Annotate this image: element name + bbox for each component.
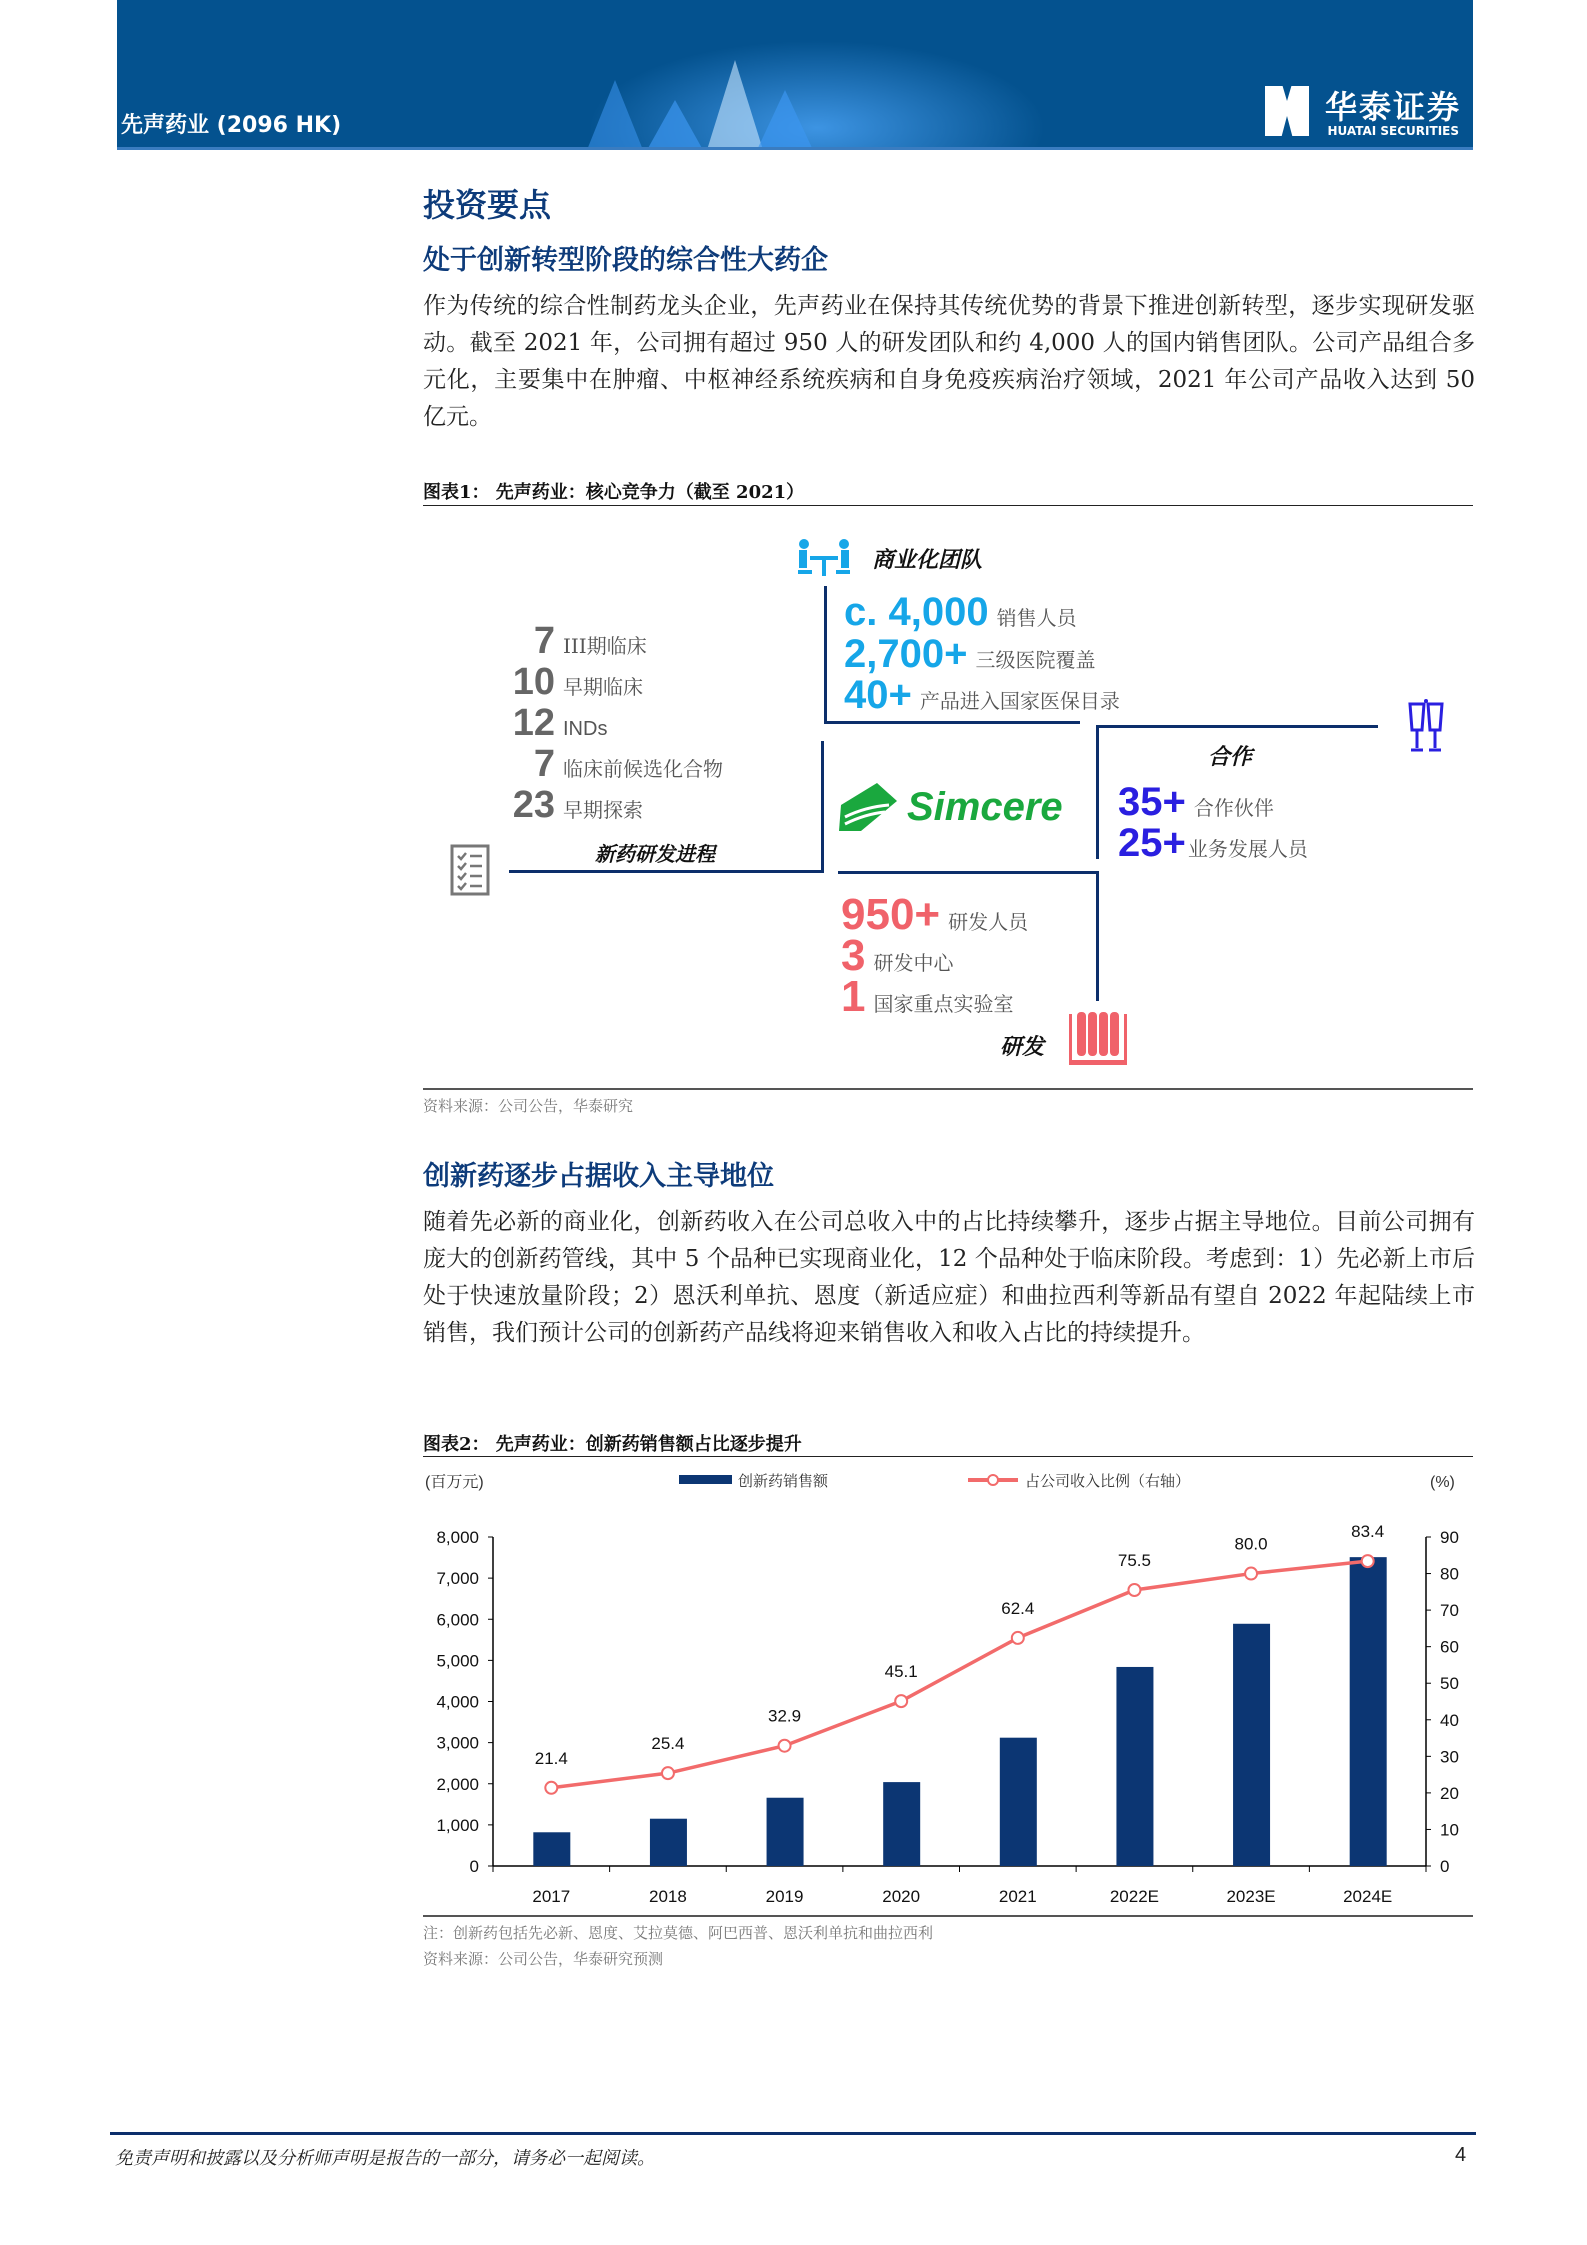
y2-tick-label: 60 [1440,1637,1459,1657]
ratio-point-2018 [662,1767,674,1779]
divider-line [824,721,1080,724]
stat-row [841,931,1028,980]
ratio-data-label: 45.1 [884,1662,918,1682]
stat-value: 2,700+ [844,632,968,676]
stat-value: 40+ [844,673,912,717]
stat-row [505,622,723,663]
y-tick-label: 1,000 [436,1815,479,1835]
ratio-data-label: 32.9 [768,1706,802,1726]
rnd-title: 研发 [1000,1034,1045,1060]
stat-value: 35+ [1118,780,1186,824]
y-tick-label: 7,000 [436,1569,479,1589]
y2-axis-unit-label: (%) [1430,1474,1455,1491]
figure1-top-rule [423,505,1473,506]
stat-row [1118,823,1308,864]
stat-value: 12 [512,702,555,744]
y-tick-label: 2,000 [436,1774,479,1794]
section-paragraph: 随着先必新的商业化，创新药收入在公司总收入中的占比持续攀升，逐步占据主导地位。目前公司拥有庞大的创新药管线，其中 5 个品种已实现商业化，12 个品种处于临床阶段。考虑到：1）先必新上市后处于快速放量阶段；2）恩沃利单抗、恩度（新适应症）和曲拉西利等新品有望自 2022 年起陆续上市销售，我们预计公司的创新药产品线将迎来销售收入和收入占比的持续提升。 [423,1209,1475,1346]
brand-en: HUATAI SECURITIES [1327,124,1459,138]
ratio-point-2024E [1362,1555,1374,1567]
brand-cn: 华泰证券 [1324,88,1461,126]
stat-value: 25+ [1118,821,1186,865]
innovative-drug-sales-chart [420,1460,1490,1920]
ratio-data-label: 83.4 [1351,1522,1385,1542]
divider-line [838,871,1099,874]
simcere-logo-icon [837,779,901,835]
stat-label: INDs [563,718,608,740]
figure2-title: 图表2： 先声药业：创新药销售额占比逐步提升 [423,1434,802,1455]
bar-2024E [1350,1557,1387,1866]
commercial-team-title: 商业化团队 [872,547,983,573]
y-tick-label: 5,000 [436,1651,479,1671]
stat-row [841,972,1028,1021]
stat-value: 950+ [841,890,941,939]
ratio-point-2023E [1245,1568,1257,1580]
bar-2018 [650,1819,687,1866]
test-tubes-icon [1067,1010,1129,1070]
divider-line [1098,725,1378,728]
y-tick-label: 4,000 [436,1692,479,1712]
simcere-logo [837,779,1063,835]
stat-row [844,634,1120,675]
ratio-point-2017 [545,1782,557,1794]
stat-row [505,663,723,704]
page-header [117,0,1473,150]
footer-rule [110,2132,1476,2135]
header-decoration [707,60,763,150]
stat-label: 研发人员 [948,910,1029,934]
y2-tick-label: 70 [1440,1601,1459,1621]
ratio-data-label: 62.4 [1001,1598,1035,1618]
stat-label: 国家重点实验室 [873,992,1014,1016]
stat-value: 3 [841,931,866,980]
divider-line [1096,871,1099,1001]
bar-2017 [533,1832,570,1866]
figure2-bottom-rule [423,1915,1473,1917]
bar-2020 [883,1782,920,1866]
stat-label: 业务发展人员 [1187,837,1308,861]
header-decoration [647,100,703,150]
x-tick-label: 2022E [1109,1887,1160,1906]
stat-row [505,704,723,745]
stat-value: 23 [512,784,555,826]
divider-line [824,586,827,724]
ratio-data-label: 25.4 [651,1734,685,1754]
stat-row [844,675,1120,716]
page-number: 4 [1455,2144,1467,2166]
bar-2019 [767,1798,804,1866]
champagne-icon [1406,698,1446,760]
x-tick-label: 2021 [998,1887,1037,1906]
stat-label: III期临床 [563,634,647,658]
section-paragraph: 作为传统的综合性制药龙头企业，先声药业在保持其传统优势的背景下推进创新转型，逐步实现研发驱动。截至 2021 年，公司拥有超过 950 人的研发团队和约 4,000 人的国内销售团队。公司产品组合多元化，主要集中在肿瘤、中枢神经系统疾病和自身免疫疾病治疗领域，2021 年公司产品收入达到 50 亿元。 [423,293,1475,430]
rnd-stats [841,890,1029,1021]
y-tick-label: 0 [469,1857,479,1876]
divider-line [1096,725,1099,859]
section-subtitle: 处于创新转型阶段的综合性大药企 [423,245,828,276]
stat-label: 研发中心 [873,951,954,975]
bar-2023E [1233,1624,1270,1866]
legend-line-marker [988,1475,998,1485]
x-tick-label: 2018 [649,1887,687,1906]
bar-2021 [1000,1738,1037,1866]
header-rule [117,147,1473,150]
legend-bar-swatch [679,1475,732,1484]
divider-line [509,870,824,873]
header-decoration [757,90,813,150]
bar-2022E [1116,1667,1153,1866]
partnership-title: 合作 [1208,744,1253,770]
stat-value: 1 [841,972,866,1021]
checklist-icon [450,844,490,900]
stat-value: c. 4,000 [844,590,989,634]
ratio-data-label: 21.4 [534,1748,568,1768]
y2-tick-label: 90 [1440,1528,1459,1547]
report-ticker: 先声药业 (2096 HK) [121,113,342,138]
ratio-point-2019 [779,1740,791,1752]
y2-tick-label: 50 [1440,1674,1459,1694]
figure2-note: 注：创新药包括先必新、恩度、艾拉莫德、阿巴西普、恩沃利单抗和曲拉西利 [423,1924,934,1942]
legend-line-label: 占公司收入比例（右轴） [1025,1473,1191,1490]
y2-tick-label: 40 [1440,1710,1459,1730]
stat-label: 合作伙伴 [1193,796,1274,820]
y2-tick-label: 10 [1440,1820,1459,1840]
stat-row [841,890,1029,939]
pipeline-title: 新药研发进程 [595,842,715,866]
ratio-data-label: 80.0 [1234,1534,1268,1554]
figure1-title: 图表1： 先声药业：核心竞争力（截至 2021） [423,482,805,503]
x-tick-label: 2024E [1343,1887,1393,1906]
y2-tick-label: 0 [1440,1857,1450,1876]
stat-row [1118,782,1308,823]
y2-tick-label: 80 [1440,1564,1459,1584]
stat-row [505,786,723,827]
stat-label: 产品进入国家医保目录 [919,689,1120,713]
x-tick-label: 2023E [1226,1887,1276,1906]
section-subtitle: 创新药逐步占据收入主导地位 [423,1161,774,1192]
footer-disclaimer: 免责声明和披露以及分析师声明是报告的一部分，请务必一起阅读。 [115,2148,655,2169]
y-tick-label: 3,000 [436,1733,479,1753]
huatai-logo-icon [1265,86,1309,136]
stat-value: 7 [533,743,555,785]
stat-label: 三级医院覆盖 [975,648,1096,672]
x-tick-label: 2019 [765,1887,804,1906]
team-icon [796,538,852,582]
section-title: 投资要点 [423,186,552,224]
simcere-logo-text: Simcere [907,784,1063,829]
figure1-source: 资料来源：公司公告，华泰研究 [423,1097,634,1115]
ratio-point-2020 [895,1695,907,1707]
figure1-bottom-rule [423,1088,1473,1090]
x-tick-label: 2017 [532,1887,571,1906]
figure2-source: 资料来源：公司公告，华泰研究预测 [423,1950,664,1968]
y2-tick-label: 20 [1440,1783,1459,1803]
legend-bar-label: 创新药销售额 [738,1473,829,1490]
stat-label: 早期探索 [563,798,643,822]
pipeline-stats [505,622,723,827]
stat-row [505,745,723,786]
stat-row [844,592,1120,634]
stat-value: 10 [512,661,555,703]
y2-tick-label: 30 [1440,1747,1459,1767]
y-axis-unit-label: (百万元) [425,1474,484,1491]
ratio-point-2022E [1128,1584,1140,1596]
partnership-stats [1118,782,1308,864]
y-tick-label: 6,000 [436,1610,479,1630]
stat-label: 销售人员 [996,606,1077,630]
stat-value: 7 [533,620,555,662]
stat-label: 早期临床 [563,675,643,699]
header-decoration [587,80,643,150]
divider-line [821,741,824,873]
huatai-logo [1261,82,1461,142]
y-tick-label: 8,000 [436,1528,479,1547]
stat-label: 临床前候选化合物 [563,757,723,781]
figure2-top-rule [423,1456,1473,1457]
ratio-data-label: 75.5 [1117,1551,1151,1571]
commercial-stats [844,592,1120,716]
x-tick-label: 2020 [882,1887,921,1906]
ratio-point-2021 [1012,1632,1024,1644]
